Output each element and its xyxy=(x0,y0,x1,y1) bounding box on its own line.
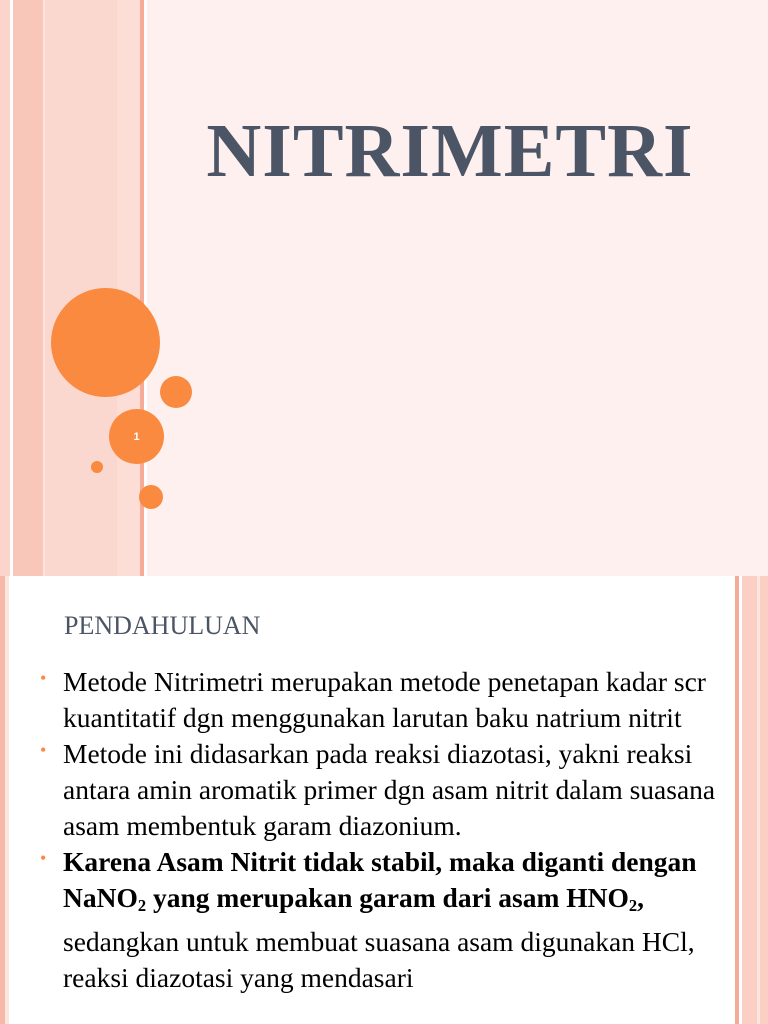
bullet-item xyxy=(40,844,730,996)
bullet-text: sedangkan untuk membuat suasana asam digunakan HCl, reaksi diazotasi yang mendasari xyxy=(63,926,695,994)
bullet-item xyxy=(40,664,730,736)
slide-number: 1 xyxy=(133,430,140,443)
subscript: 2 xyxy=(137,896,147,916)
bullet-text-part: Karena Asam Nitrit tidak stabil, maka diganti dengan NaNO xyxy=(63,846,697,913)
decor-circle-small xyxy=(139,485,163,509)
bullet-text-part: yang merupakan garam dari asam HNO xyxy=(146,882,629,913)
bullet-text: Metode Nitrimetri merupakan metode penetapan kadar scr kuantitatif dgn menggunakan larutan baku natrium nitrit xyxy=(63,666,706,733)
decor-circle-large xyxy=(51,288,160,397)
bullet-text: Metode ini didasarkan pada reaksi diazotasi, yakni reaksi antara amin aromatik primer dgn asam nitrit dalam suasana asam membentuk garam diazonium. xyxy=(63,738,716,841)
decor-stripe xyxy=(757,576,760,1024)
decor-stripe xyxy=(13,0,43,576)
bullet-list xyxy=(40,664,730,996)
decor-stripe xyxy=(117,0,140,576)
subscript: 2 xyxy=(628,896,638,916)
slide-background xyxy=(147,0,768,576)
decor-stripe xyxy=(5,576,9,1024)
decor-stripe xyxy=(742,576,768,1024)
section-heading: PENDAHULUAN xyxy=(64,611,261,640)
slide-title-text: NITRIMETRI xyxy=(206,109,694,193)
bullet-item xyxy=(40,736,730,844)
decor-stripe xyxy=(0,0,10,576)
slide-number-badge xyxy=(109,409,164,464)
decor-circle-medium xyxy=(160,376,192,408)
decor-circle-tiny xyxy=(91,461,103,473)
bullet-text-part: , xyxy=(637,882,645,913)
slide-introduction xyxy=(0,576,768,1024)
bullet-text-bold xyxy=(63,846,697,916)
